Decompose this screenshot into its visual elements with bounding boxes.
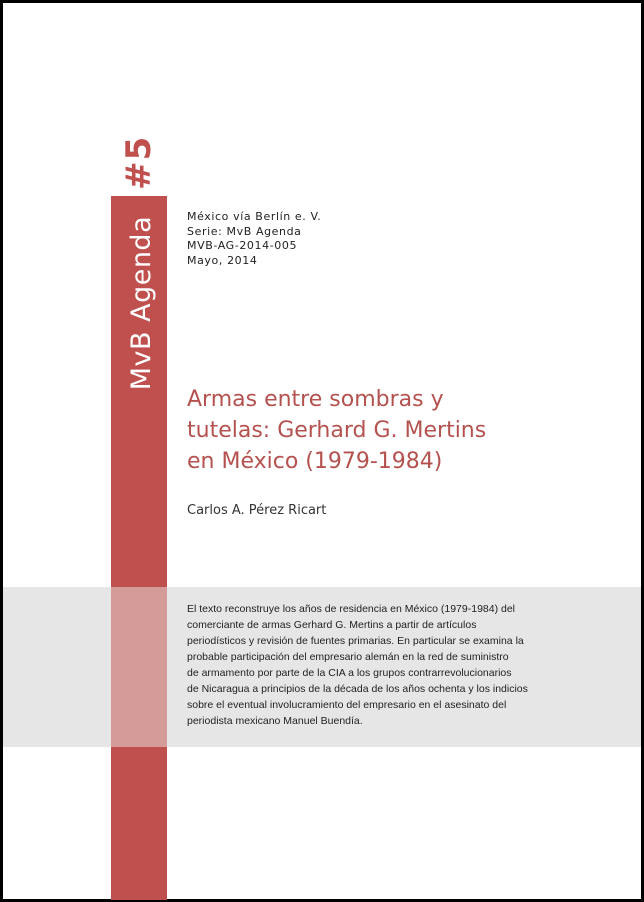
publication-meta xyxy=(187,210,321,268)
series-bar-highlight xyxy=(111,587,167,747)
meta-serie: Serie: MvB Agenda xyxy=(187,224,302,238)
document-title: Armas entre sombras y tutelas: Gerhard G. Mertins en México (1979-1984) xyxy=(187,387,487,474)
author-name: Carlos A. Pérez Ricart xyxy=(187,503,327,518)
series-name: MvB Agenda xyxy=(126,215,157,391)
abstract-text: El texto reconstruye los años de residencia en México (1979-1984) del comerciante de armas Gerhard G. Mertins a partir de artículos periodísticos y revisión de fuentes primarias. En particular se examina la probable participación del empresario alemán en la red de suministro de armamento por parte de la CIA a los grupos contrarrevolucionarios de Nicaragua a principios de la década de los años ochenta y los indicios sobre el eventual involucramiento del empresario en el asesinato del periodista mexicano Manuel Buendía. xyxy=(187,603,528,727)
meta-date: Mayo, 2014 xyxy=(187,253,258,267)
series-vertical-title xyxy=(119,135,159,391)
meta-publisher: México vía Berlín e. V. xyxy=(187,210,322,223)
meta-code: MVB-AG-2014-005 xyxy=(187,239,298,252)
series-number: #5 xyxy=(119,135,159,190)
